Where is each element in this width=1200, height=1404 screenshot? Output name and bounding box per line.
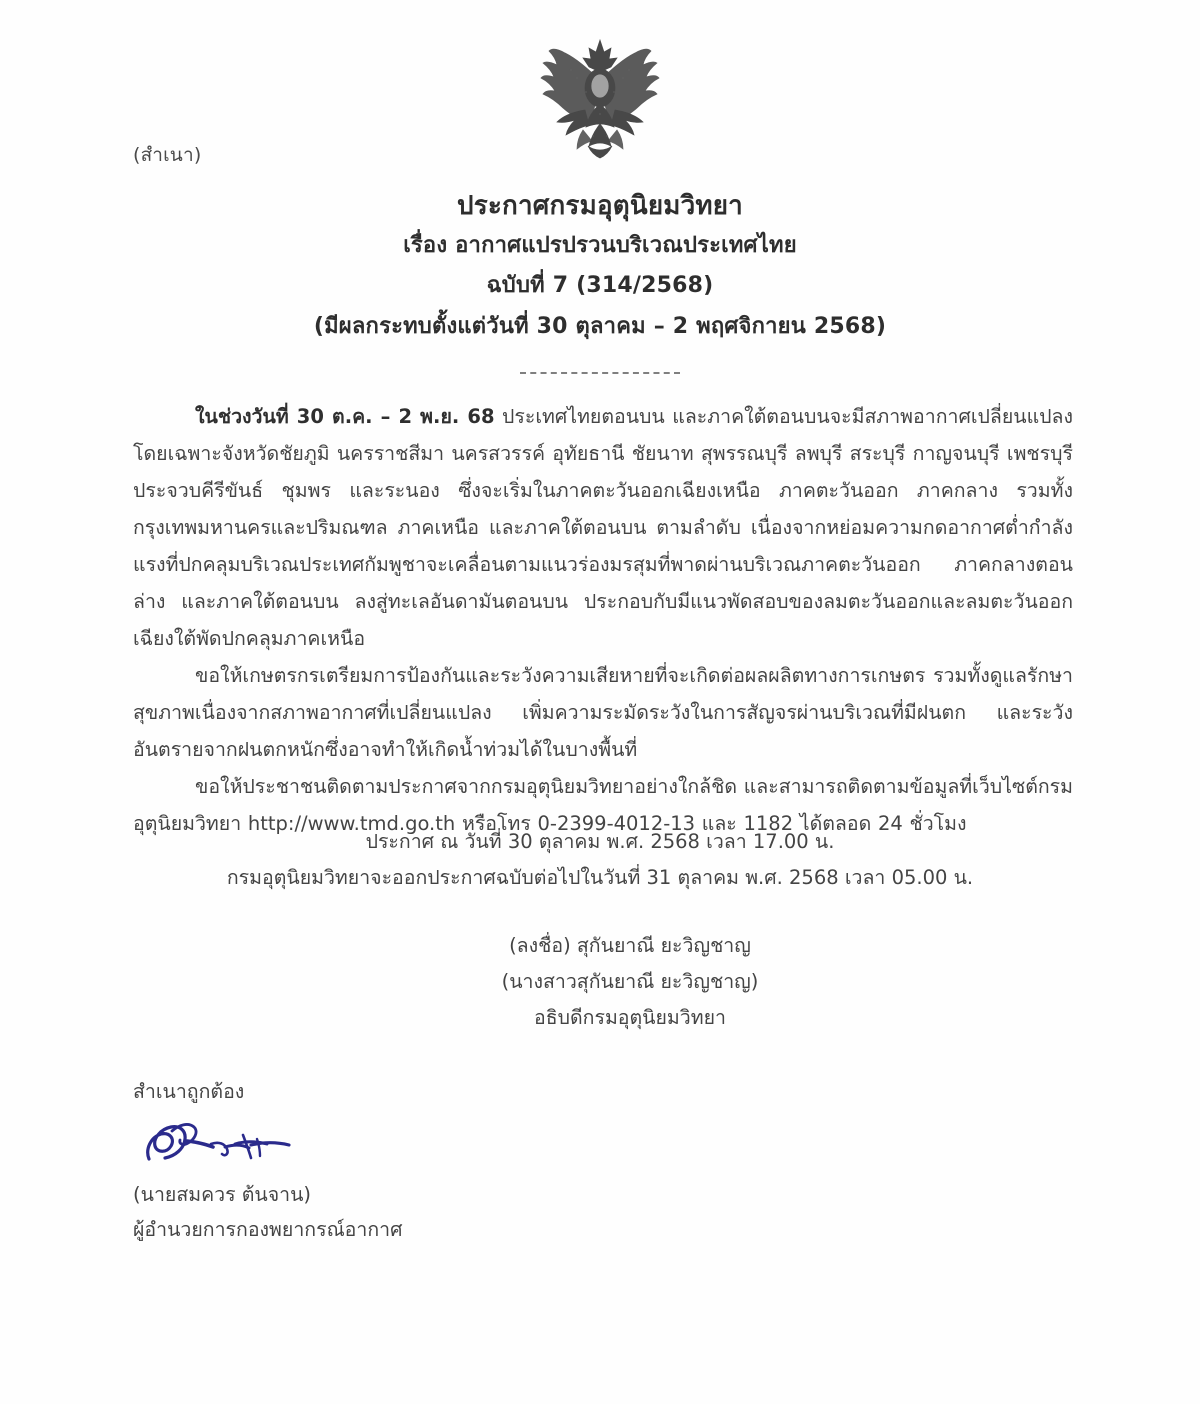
effective-period: (มีผลกระทบตั้งแต่วันที่ 30 ตุลาคม – 2 พฤศจิกายน 2568) (313, 314, 887, 339)
issued-datetime: ประกาศ ณ วันที่ 30 ตุลาคม พ.ศ. 2568 เวลา 17.00 น. (365, 830, 835, 853)
copy-marker: (สำเนา) (133, 144, 202, 166)
paragraph-2 (133, 657, 1073, 768)
paragraph-1 (133, 398, 1073, 657)
issued-block (0, 824, 1200, 896)
document-body (133, 398, 1073, 842)
subject-line: เรื่อง อากาศแปรปรวนบริเวณประเทศไทย (403, 233, 797, 258)
next-announcement: กรมอุตุนิยมวิทยาจะออกประกาศฉบับต่อไปในวันที่ 31 ตุลาคม พ.ศ. 2568 เวลา 05.00 น. (226, 866, 974, 889)
certification-block (133, 1074, 402, 1247)
paragraph-3-text-before-url: ขอให้ประชาชนติดตามประกาศจากกรมอุตุนิยมวิทยาอย่างใกล้ชิด และสามารถติดตามข้อมูลที่เว็บไซต์กรมอุตุนิยมวิทยา (133, 775, 1073, 835)
paragraph-1-lead: ในช่วงวันที่ 30 ต.ค. – 2 พ.ย. 68 (195, 405, 495, 428)
garuda-emblem (525, 26, 675, 166)
paragraph-3-text-after-url: หรือโทร 0-2399-4012-13 และ 1182 ได้ตลอด 24 ชั่วโมง (455, 812, 967, 835)
handwritten-signature (139, 1111, 314, 1173)
paragraph-2-text: ขอให้เกษตรกรเตรียมการป้องกันและระวังความเสียหายที่จะเกิดต่อผลผลิตทางการเกษตร รวมทั้งดูแลรักษาสุขภาพเนื่องจากสภาพอากาศที่เปลี่ยนแปลง เพิ่มความระมัดระวังในการสัญจรผ่านบริเวณที่มีฝนตก และระวังอันตรายจากฝนตกหนักซึ่งอาจทำให้เกิดน้ำท่วมได้ในบางพื้นที่ (133, 664, 1073, 761)
certification-heading: สำเนาถูกต้อง (133, 1080, 245, 1103)
certifier-name: (นายสมควร ต้นจาน) (133, 1183, 312, 1206)
certifier-position: ผู้อำนวยการกองพยากรณ์อากาศ (133, 1218, 403, 1241)
section-divider (0, 372, 1200, 374)
signer-position: อธิบดีกรมอุตุนิยมวิทยา (534, 1006, 726, 1029)
signature-block (0, 928, 1200, 1036)
tmd-website-url[interactable]: http://www.tmd.go.th (247, 812, 456, 835)
paragraph-1-text: ประเทศไทยตอนบน และภาคใต้ตอนบนจะมีสภาพอากาศเปลี่ยนแปลง โดยเฉพาะจังหวัดชัยภูมิ นครราชสีมา นครสวรรค์ อุทัยธานี ชัยนาท สุพรรณบุรี ลพบุรี สระบุรี กาญจนบุรี เพชรบุรี ประจวบคีรีขันธ์ ชุมพร และระนอง ซึ่งจะเริ่มในภาคตะวันออกเฉียงเหนือ ภาคตะวันออก ภาคกลาง รวมทั้งกรุงเทพมหานครและปริมณฑล ภาคเหนือ และภาคใต้ตอนบน ตามลำดับ เนื่องจากหย่อมความกดอากาศต่ำกำลังแรงที่ปกคลุมบริเวณประเทศกัมพูชาจะเคลื่อนตามแนวร่องมรสุมที่พาดผ่านบริเวณภาคตะวันออก ภาคกลางตอนล่าง และภาคใต้ตอนบน ลงสู่ทะเลอันดามันตอนบน ประกอบกับมีแนวพัดสอบของลมตะวันออกและลมตะวันออกเฉียงใต้พัดปกคลุมภาคเหนือ (133, 405, 1073, 650)
issue-number: ฉบับที่ 7 (314/2568) (486, 273, 714, 298)
signer-name: (นางสาวสุกันยาณี ยะวิญชาญ) (501, 970, 759, 993)
document-headings (0, 186, 1200, 348)
page-title: ประกาศกรมอุตุนิยมวิทยา (457, 191, 743, 221)
signed-by-line: (ลงชื่อ) สุกันยาณี ยะวิญชาญ (509, 934, 751, 957)
